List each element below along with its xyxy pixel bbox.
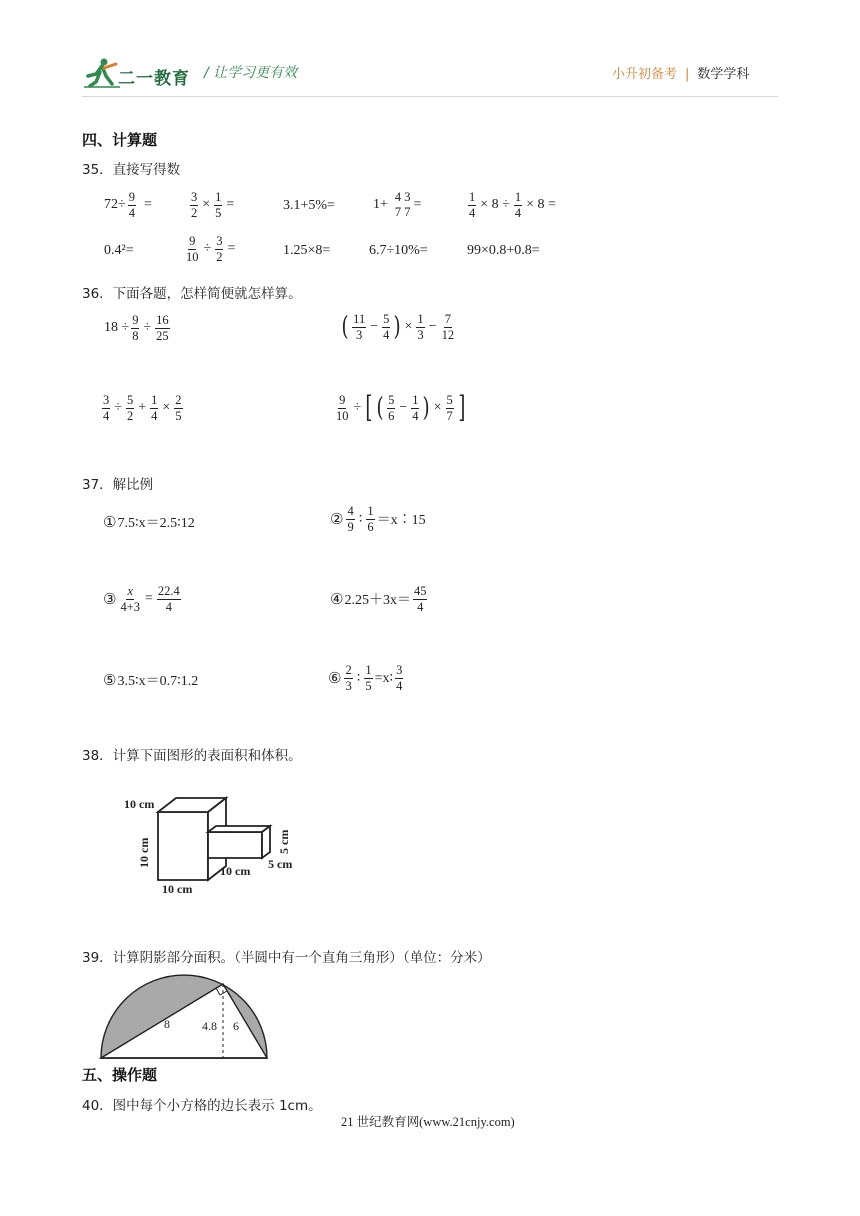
header-exam-type: 小升初备考: [612, 67, 678, 82]
q40-label: 40．图中每个小方格的边长表示 1cm。: [82, 1098, 322, 1114]
numerator: 2: [175, 393, 182, 407]
denominator: 3: [417, 327, 424, 342]
q37p3-eq: =: [145, 591, 153, 606]
q36b-lparen: (: [341, 312, 349, 342]
numerator: 5: [126, 393, 134, 407]
q37p6-colon: ∶: [356, 670, 361, 686]
box-depth-label: 5 cm: [268, 857, 293, 871]
q36c-op3: ×: [162, 400, 171, 415]
cube-top-label: 10 cm: [124, 797, 155, 811]
numerator: 1: [151, 393, 158, 407]
q37p2-post: ＝x∶15: [376, 513, 426, 528]
q35-expr-5: [466, 191, 558, 219]
denominator: 4: [151, 408, 158, 423]
box-height-label: 5 cm: [277, 829, 291, 854]
q35-expr-6: 0.4²=: [104, 243, 134, 258]
q36b-rparen: ): [393, 312, 401, 342]
q35-e7-frac1: [185, 235, 200, 263]
numerator: 5: [383, 312, 390, 326]
denominator: 2: [191, 205, 198, 220]
box-length-label: 10 cm: [220, 864, 251, 878]
numerator: 1: [412, 393, 419, 407]
denominator: 4: [103, 408, 110, 423]
q37p6-frac3: [395, 664, 403, 692]
q36c-op2: +: [138, 400, 147, 415]
q37-proportion-3: [103, 585, 183, 613]
q35-expr-9: 6.7÷10%=: [369, 243, 428, 258]
q35-e7-frac2: [215, 235, 223, 263]
denominator: 2: [216, 249, 223, 264]
cube-bottom-label: 10 cm: [162, 882, 193, 896]
q37-proportion-5: [103, 670, 198, 690]
q36d-op3: ×: [433, 400, 442, 415]
q35-expr-4: [373, 191, 421, 218]
q35-expr-7: [183, 235, 237, 263]
denominator: 5: [215, 205, 222, 220]
q35-e2-frac2: [214, 191, 222, 219]
q36-label: 36．下面各题，怎样简便就怎样算。: [82, 286, 302, 302]
q37p6-mid: =x∶: [374, 670, 394, 686]
q37p1-text: 7.5∶x＝2.5∶12: [117, 516, 195, 531]
runner-logo-icon: [82, 56, 122, 90]
q35-e5-mid: × 8 ÷: [480, 197, 510, 212]
q36b-frac1: [352, 313, 366, 341]
numerator: 3: [191, 190, 198, 204]
q39-figure-semicircle: [98, 970, 270, 1064]
q36b-frac3: [416, 313, 424, 341]
q36b-op1: −: [370, 319, 379, 334]
q36d-op1: ÷: [353, 400, 362, 415]
leg-short-label: 6: [233, 1019, 239, 1033]
q36d-lbracket: [: [365, 390, 373, 425]
q36d-rbracket: ]: [458, 390, 466, 425]
q36d-lparen: (: [376, 393, 384, 423]
q35-expr-8: 1.25×8=: [283, 243, 331, 258]
numerator: 1: [469, 190, 476, 204]
numerator: 9: [128, 190, 135, 204]
numerator: 11: [353, 312, 366, 326]
denominator: 4: [383, 327, 390, 342]
q36b-frac2: [382, 313, 390, 341]
q37p2-frac1: [346, 505, 354, 533]
numerator: 1: [215, 190, 222, 204]
q39-label: 39．计算阴影部分面积。（半圆中有一个直角三角形）（单位：分米）: [82, 950, 491, 966]
denominator: 4+3: [120, 599, 141, 614]
q35-e4-pre: 1+: [373, 196, 388, 212]
q36a-op: ÷: [143, 320, 152, 335]
q35-expr-10: 99×0.8+0.8=: [467, 243, 540, 258]
q36a-pre: 18 ÷: [104, 320, 130, 335]
q38-label: 38．计算下面图形的表面积和体积。: [82, 748, 302, 764]
q35-expr-2: [188, 191, 236, 219]
q37-proportion-1: [103, 512, 195, 532]
q37-proportion-6: [328, 664, 405, 692]
q36d-rparen: ): [422, 393, 431, 423]
q36a-frac2: [155, 314, 170, 342]
q36c-op1: ÷: [114, 400, 122, 415]
q36d-frac3: [411, 394, 419, 422]
denominator: 10: [186, 249, 199, 264]
q35-e5-post: × 8 =: [526, 197, 556, 212]
numerator: 1: [417, 312, 424, 326]
denominator: 4: [514, 205, 522, 220]
denominator: 4: [417, 599, 424, 614]
q38-figure-cubes: [118, 790, 318, 900]
q36c-frac1: [102, 394, 110, 422]
q37-proportion-2: [330, 505, 426, 533]
q35-e2-post: =: [226, 197, 235, 212]
q35-label: 35．直接写得数: [82, 162, 181, 178]
q35-e1-frac: [128, 191, 136, 219]
denominator: 4: [469, 205, 476, 220]
section-title-calc: 四、计算题: [82, 131, 158, 149]
denominator: 3: [356, 327, 363, 342]
denominator: 6: [367, 519, 374, 534]
numerator: 4 3: [394, 190, 411, 204]
numerator: 1: [367, 504, 374, 518]
q35-e2-frac1: [190, 191, 198, 219]
denominator: 2: [126, 408, 134, 423]
q36a-frac1: [131, 314, 139, 342]
circled-number-4: ④: [330, 590, 344, 608]
circled-number-1: ①: [103, 513, 117, 531]
denominator: 25: [156, 328, 169, 343]
q37-label: 37．解比例: [82, 477, 154, 493]
q36d-frac2: [387, 394, 395, 422]
q36d-frac1: [335, 394, 350, 422]
denominator: 6: [388, 408, 395, 423]
numerator: 45: [413, 584, 427, 598]
cube-left-label: 10 cm: [137, 837, 151, 868]
numerator: 1: [514, 190, 522, 204]
numerator: 3: [216, 234, 223, 248]
q36c-frac3: [150, 394, 158, 422]
q35-e4-frac: [394, 191, 412, 218]
q37p2-colon: ∶: [358, 511, 363, 527]
q35-e1-pre: 72÷: [104, 197, 126, 212]
q36-expr-a: [104, 314, 172, 342]
numerator: 7: [444, 312, 451, 326]
q35-e7-post: =: [227, 241, 236, 256]
numerator: 22.4: [157, 584, 180, 598]
circled-number-3: ③: [103, 590, 117, 608]
numerator: x: [127, 584, 134, 598]
denominator: 3: [345, 678, 352, 693]
semicircle-triangle-diagram: [98, 970, 270, 1064]
header-subject: 数学学科: [697, 67, 750, 82]
denominator: 8: [132, 328, 139, 343]
header-right: [612, 63, 749, 82]
header-slogan: / 让学习更有效: [204, 65, 298, 81]
numerator: 9: [189, 234, 196, 248]
denominator: 4: [396, 678, 403, 693]
q35-expr-1: [104, 191, 152, 219]
footer-source: 21 世纪教育网(www.21cnjy.com): [341, 1115, 515, 1129]
numerator: 9: [339, 393, 346, 407]
q37p6-frac2: [364, 664, 372, 692]
q36b-op2: ×: [404, 319, 413, 334]
q36c-frac4: [174, 394, 182, 422]
denominator: 4: [128, 205, 135, 220]
q37p5-text: 3.5∶x＝0.7∶1.2: [117, 674, 199, 689]
circled-number-2: ②: [330, 510, 344, 528]
q36b-op3: −: [428, 319, 437, 334]
q35-e5-frac1: [468, 191, 476, 219]
denominator: 7 7: [394, 204, 411, 219]
composite-cuboid-diagram: [118, 790, 318, 900]
denominator: 4: [165, 599, 172, 614]
q37-proportion-4: [330, 585, 429, 613]
q37p2-frac2: [366, 505, 374, 533]
q37p6-frac1: [344, 664, 352, 692]
numerator: 16: [156, 313, 169, 327]
q37p3-frac2: [157, 585, 181, 613]
height-label: 4.8: [202, 1019, 217, 1033]
header-logo: [82, 56, 192, 90]
logo-text: 二一教育: [118, 69, 190, 89]
numerator: 5: [388, 393, 395, 407]
denominator: 7: [446, 408, 453, 423]
denominator: 10: [336, 408, 349, 423]
q35-e5-frac2: [514, 191, 522, 219]
q36d-frac4: [446, 394, 454, 422]
denominator: 4: [412, 408, 419, 423]
denominator: 5: [175, 408, 182, 423]
numerator: 3: [103, 393, 110, 407]
q36b-frac4: [441, 313, 456, 341]
q36-expr-b: [340, 313, 457, 341]
q37p4-pre: 2.25＋3x＝: [344, 593, 411, 608]
denominator: 5: [365, 678, 372, 693]
q35-e4-post: =: [413, 196, 422, 212]
q36-expr-d: [333, 390, 468, 425]
q35-e1-post: =: [143, 197, 152, 212]
q36d-op2: −: [399, 400, 408, 415]
numerator: 1: [365, 663, 372, 677]
numerator: 5: [446, 393, 453, 407]
q37p3-frac1: [119, 585, 141, 613]
q35-e2-op: ×: [202, 197, 211, 212]
leg-long-label: 8: [164, 1017, 170, 1031]
circled-number-6: ⑥: [328, 669, 342, 687]
numerator: 9: [132, 313, 139, 327]
q35-expr-3: 3.1+5%=: [283, 198, 335, 213]
section-title-operation: 五、操作题: [82, 1066, 158, 1084]
header-divider: [82, 96, 778, 97]
numerator: 3: [396, 663, 403, 677]
q35-e7-op: ÷: [203, 241, 212, 256]
circled-number-5: ⑤: [103, 671, 117, 689]
denominator: 9: [347, 519, 354, 534]
numerator: 4: [347, 504, 354, 518]
q36-expr-c: [100, 394, 185, 422]
denominator: 12: [441, 327, 455, 342]
q36c-frac2: [126, 394, 134, 422]
numerator: 2: [345, 663, 352, 677]
header-separator: |: [685, 67, 690, 82]
q37p4-frac: [413, 585, 428, 613]
